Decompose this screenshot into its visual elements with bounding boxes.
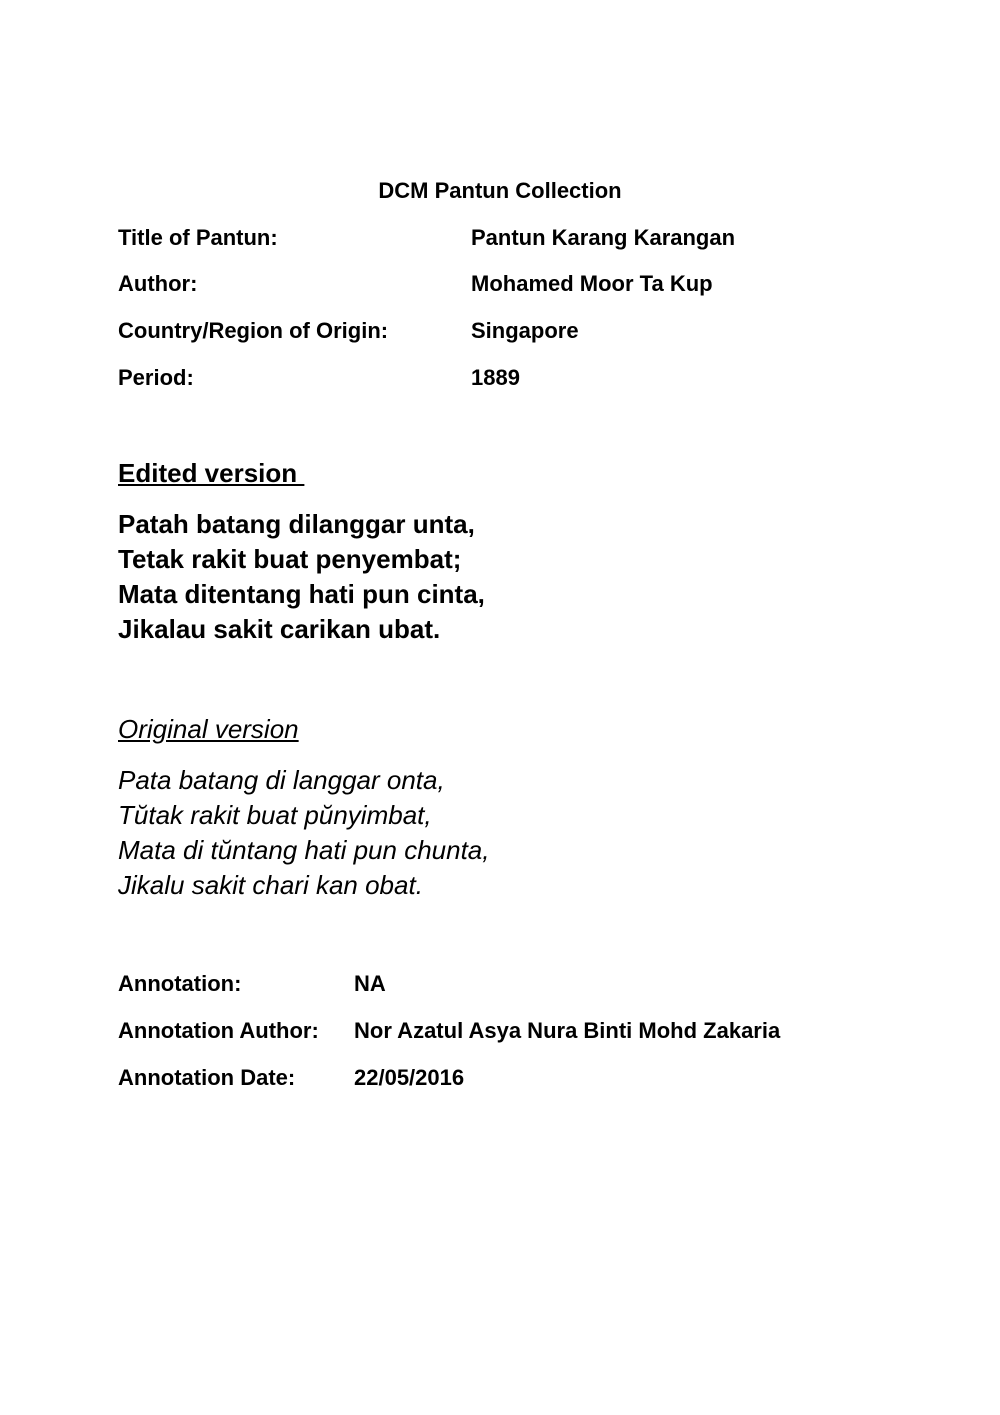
verse-line: Mata di tŭntang hati pun chunta, xyxy=(118,835,490,865)
verse-line: Patah batang dilanggar unta, xyxy=(118,509,475,539)
verse-line: Jikalu sakit chari kan obat. xyxy=(118,870,423,900)
meta-value: Mohamed Moor Ta Kup xyxy=(471,271,713,296)
original-verse xyxy=(118,763,490,903)
verse-line: Jikalau sakit carikan ubat. xyxy=(118,614,441,644)
meta-label: Title of Pantun: xyxy=(118,225,278,250)
meta-value: Pantun Karang Karangan xyxy=(471,225,736,250)
verse-line: Mata ditentang hati pun cinta, xyxy=(118,579,485,609)
meta-value: 1889 xyxy=(471,365,520,390)
edited-version-heading: Edited version xyxy=(118,458,305,488)
meta-label: Author: xyxy=(118,271,198,296)
annotation-date-label: Annotation Date: xyxy=(118,1065,296,1090)
meta-label: Country/Region of Origin: xyxy=(118,318,389,343)
annotation-date-value: 22/05/2016 xyxy=(354,1065,465,1090)
original-version-heading: Original version xyxy=(118,714,299,744)
annotation-author-value: Nor Azatul Asya Nura Binti Mohd Zakaria xyxy=(354,1018,781,1043)
annotation-label: Annotation: xyxy=(118,971,242,996)
edited-verse xyxy=(118,507,485,647)
annotation-author-label: Annotation Author: xyxy=(118,1018,319,1043)
meta-value: Singapore xyxy=(471,318,579,343)
meta-label: Period: xyxy=(118,365,194,390)
verse-line: Pata batang di langgar onta, xyxy=(118,765,445,795)
annotation-value: NA xyxy=(354,971,386,996)
verse-line: Tŭtak rakit buat pŭnyimbat, xyxy=(118,800,432,830)
verse-line: Tetak rakit buat penyembat; xyxy=(118,544,462,574)
document-title: DCM Pantun Collection xyxy=(378,178,622,203)
